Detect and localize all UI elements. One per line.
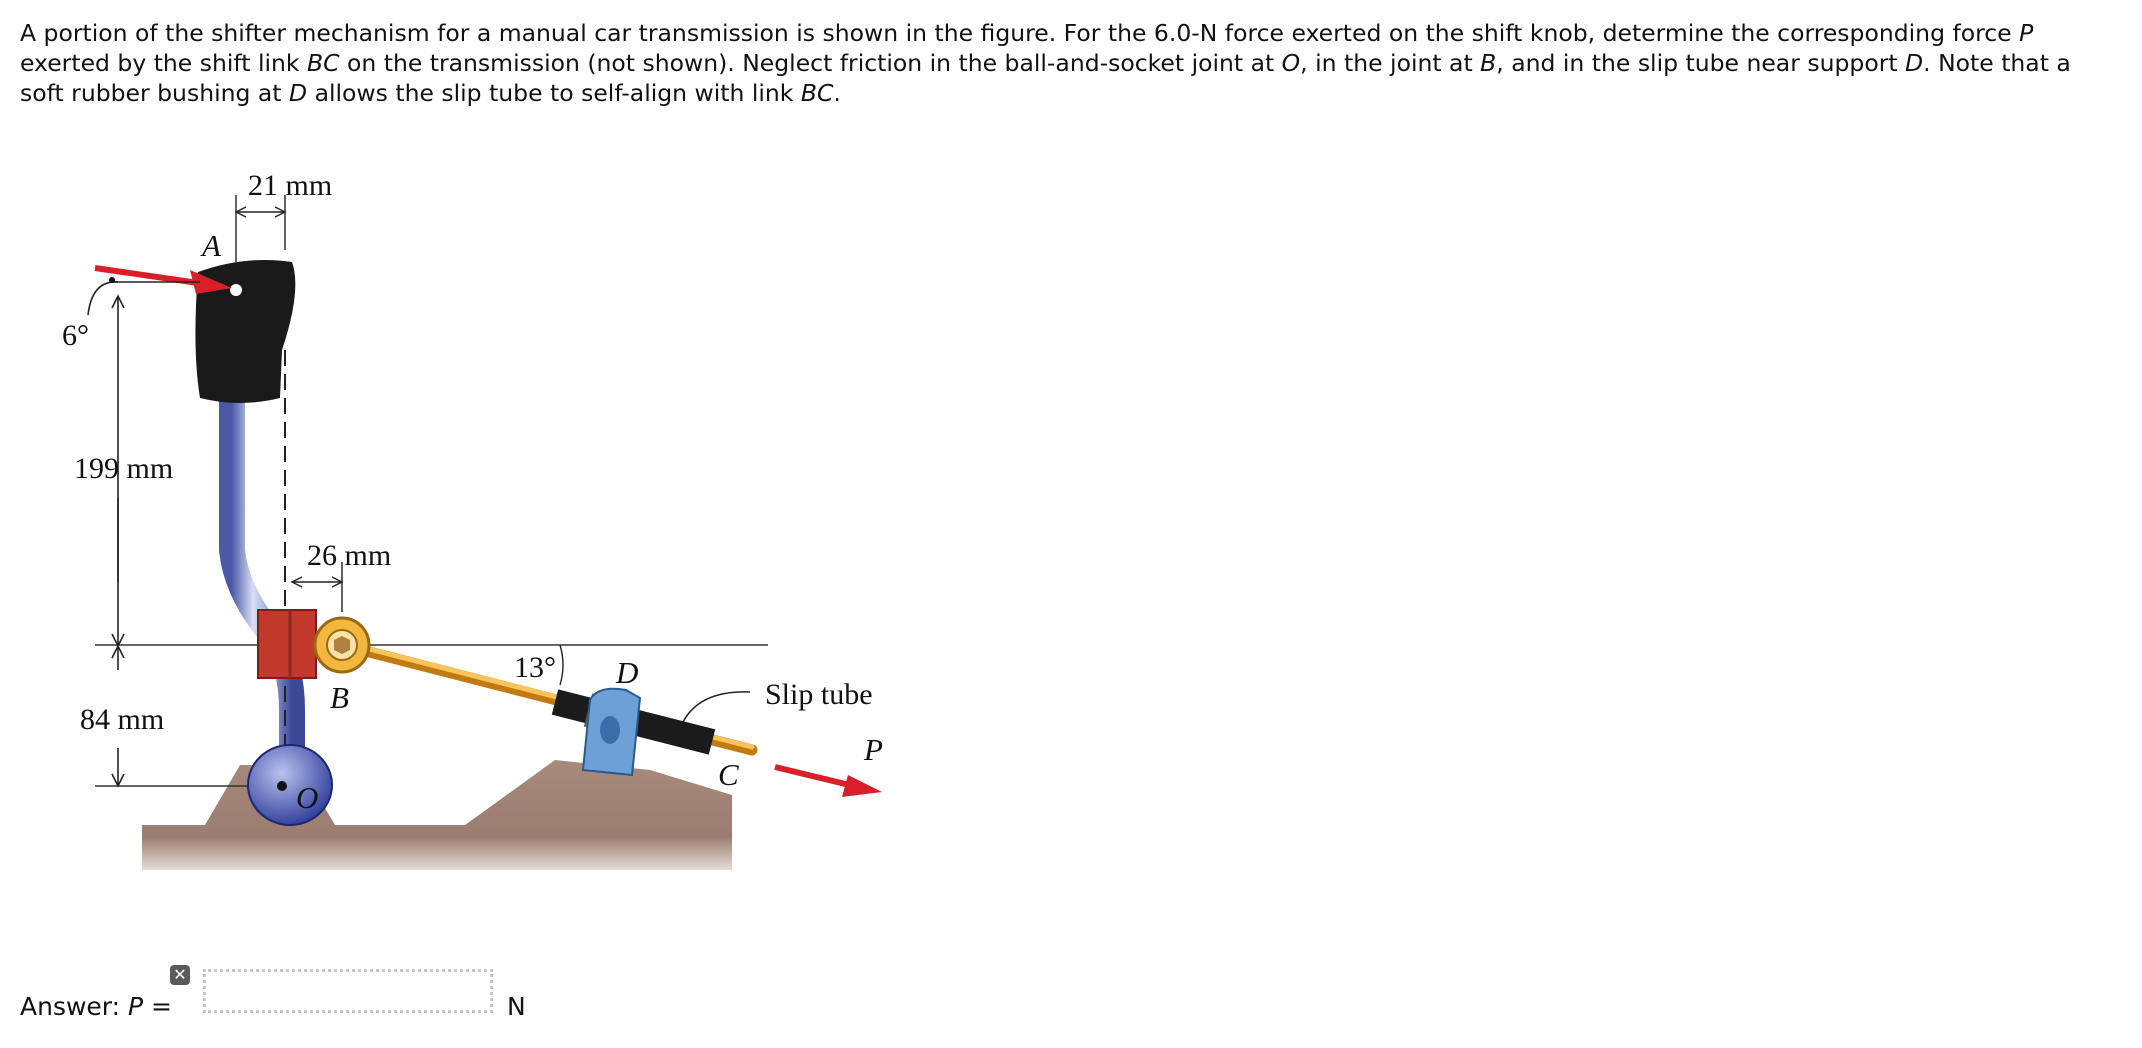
angle-13-arc <box>560 645 563 685</box>
support-d-bolt <box>600 716 620 744</box>
problem-statement <box>20 18 2115 108</box>
point-a-dot <box>230 284 242 296</box>
slip-tube-leader <box>683 692 750 722</box>
dim-26-label: 26 mm <box>307 539 392 572</box>
dim-21-label: 21 mm <box>248 169 333 202</box>
answer-row <box>20 965 540 1021</box>
point-a-label: A <box>202 228 221 263</box>
answer-variable: P <box>128 992 144 1021</box>
answer-equals: = <box>143 992 172 1021</box>
shift-lever <box>232 380 292 780</box>
point-o-dot <box>277 781 287 791</box>
point-c-label: C <box>718 757 739 792</box>
output-force-arrowhead <box>842 775 882 797</box>
slip-tube-label: Slip tube <box>765 678 873 711</box>
answer-input[interactable] <box>203 969 493 1013</box>
force-tail-dot <box>109 277 115 283</box>
shifter-figure <box>0 150 920 890</box>
answer-prefix: Answer: <box>20 992 129 1021</box>
point-o-label: O <box>296 780 319 815</box>
dim-84-label: 84 mm <box>80 703 165 736</box>
problem-text: A portion of the shifter mechanism for a manual car transmission is shown in the figure. For the 6.0-N force exerted on the shift knob, determine the corresponding force P exerted by the shift link BC on the transmission (not shown). Neglect friction in the ball-and-socket joint at O, in the joint at B, and in the slip tube near support D. Note that a soft rubber bushing at D allows the slip tube to self-align with link BC. <box>20 19 2071 107</box>
incorrect-icon: ✕ <box>170 965 190 985</box>
answer-unit: N <box>507 992 526 1021</box>
angle-6-arc <box>88 282 118 315</box>
point-d-label: D <box>616 655 639 690</box>
shifter-diagram <box>0 150 920 890</box>
angle-13-label: 13° <box>514 651 556 684</box>
dim-199-label: 199 mm <box>74 452 174 485</box>
answer-label <box>20 992 172 1021</box>
ball-joint-o <box>248 745 332 825</box>
point-b-label: B <box>330 680 349 715</box>
lever-clamp <box>258 610 316 678</box>
angle-6-label: 6° <box>62 319 89 352</box>
force-p-label: P <box>864 732 883 767</box>
transmission-base <box>142 760 732 870</box>
